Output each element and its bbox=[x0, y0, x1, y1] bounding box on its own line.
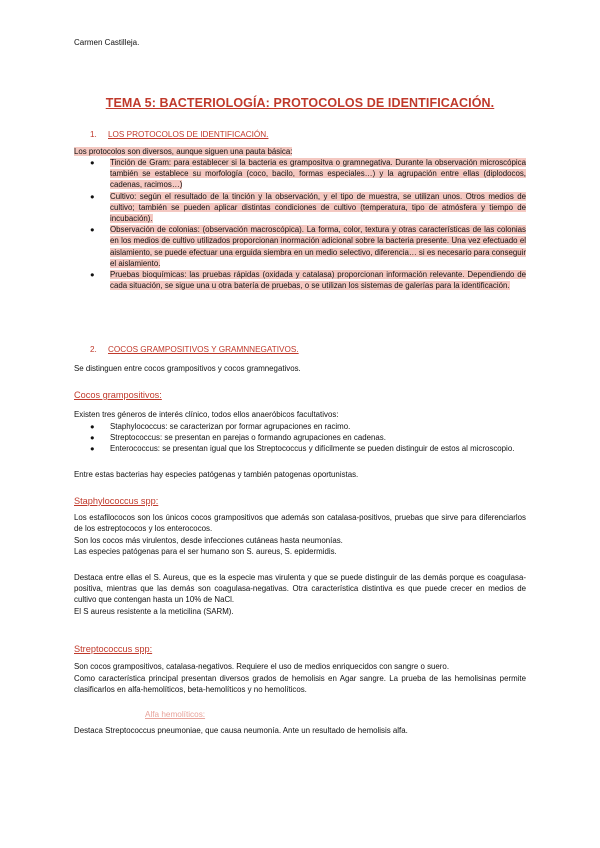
staph-paragraph-3: Las especies patógenas para el ser humano son S. aureus, S. epidermidis. bbox=[74, 547, 337, 556]
section-2-heading bbox=[90, 345, 299, 354]
staph-paragraph-4: Destaca entre ellas el S. Aureus, que es la especie mas virulenta y que se puede distinguir de las demás porque es coagulasa-positiva, mientras que las demás son coagulasa-negativas. Otra característica distintiva es que puede crecer en medios de cultivo que contengan hasta un 10% de NaCl. bbox=[74, 573, 526, 605]
section-1-title: LOS PROTOCOLOS DE IDENTIFICACIÓN. bbox=[108, 130, 269, 139]
list-item: ● Enterococcus: se presentan igual que los Streptococcus y difícilmente se pueden distinguir de estos al microscopio. bbox=[90, 444, 515, 454]
staph-paragraph-1: Los estafilococos son los únicos cocos grampositivos que además son catalasa-positivos, pruebas que sirve para diferenciarlos de los estreptococos y los enterococos. bbox=[74, 513, 526, 534]
cocos-intro: Existen tres géneros de interés clínico, todos ellos anaeróbicos facultativos: bbox=[74, 410, 339, 419]
staph-paragraph-2: Son los cocos más virulentos, desde infecciones cutáneas hasta neumonías. bbox=[74, 536, 343, 545]
bullet-icon: ● bbox=[90, 270, 95, 280]
cocos-note: Entre estas bacterias hay especies patógenas y también patogenas oportunistas. bbox=[74, 470, 359, 479]
list-item: ● Pruebas bioquímicas: las pruebas rápidas (oxidada y catalasa) proporcionan información relevante. Dependiendo de cada situación, se sigue una u otra batería de pruebas, o se utilizan los sistemas de galerías para la identificación. bbox=[90, 270, 526, 291]
bullet-icon: ● bbox=[90, 444, 95, 454]
streptococcus-heading: Streptococcus spp: bbox=[74, 644, 153, 654]
section-1-intro-text: Los protocolos son diversos, aunque siguen una pauta básica: bbox=[74, 147, 293, 156]
staphylococcus-heading: Staphylococcus spp: bbox=[74, 496, 159, 506]
alfa-hemoliticos-heading: Alfa hemolíticos: bbox=[145, 710, 206, 719]
list-item: ● Streptococcus: se presentan en parejas o formando agrupaciones en cadenas. bbox=[90, 433, 386, 443]
bullet-icon: ● bbox=[90, 158, 95, 167]
strep-paragraph-2: Como característica principal presentan diversos grados de hemolisis en Agar sangre. La prueba de las hemolisinas permite clasificarlos en alfa-hemolíticos, beta-hemolíticos y no hemolíticos. bbox=[74, 674, 526, 695]
alfa-paragraph-1: Destaca Streptococcus pneumoniae, que causa neumonía. Ante un resultado de hemolisis alfa. bbox=[74, 726, 408, 735]
list-item: ● Cultivo: según el resultado de la tinción y la observación, y el tipo de muestra, se utilizan unos. Otros medios de cultivo; también se pueden aplicar distintas condiciones de cultivo (temperatura, tipo de atmósfera y tiempo de incubación). bbox=[90, 191, 526, 224]
staph-paragraph-5: El S aureus resistente a la meticilina (SARM). bbox=[74, 607, 234, 616]
section-1-list bbox=[74, 157, 526, 291]
list-item: ● Observación de colonias: (observación macroscópica). La forma, color, textura y otras características de las colonias en los medios de cultivo utilizados proporcionan inormación adicional sobre la bacteria presente. Una vez efectuado el aislamiento, se puede efectuar una erguida siembra en un medio selectivo, diferencia… si es necesario para conseguir el aislamiento. bbox=[90, 225, 526, 268]
section-1-number: 1. bbox=[90, 130, 97, 139]
bullet-icon: ● bbox=[90, 422, 95, 431]
section-2-number: 2. bbox=[90, 345, 97, 354]
bullet-icon: ● bbox=[90, 225, 95, 235]
author-name: Carmen Castilleja. bbox=[74, 38, 140, 47]
bullet-icon: ● bbox=[90, 191, 95, 201]
bullet-icon: ● bbox=[90, 433, 95, 443]
section-2-title: COCOS GRAMPOSITIVOS Y GRAMNNEGATIVOS. bbox=[108, 345, 299, 354]
strep-paragraph-1: Son cocos grampositivos, catalasa-negativos. Requiere el uso de medios enriquecidos con sangre o suero. bbox=[74, 662, 450, 671]
section-1-heading bbox=[90, 130, 268, 139]
page-title: TEMA 5: BACTERIOLOGÍA: PROTOCOLOS DE IDENTIFICACIÓN. bbox=[105, 96, 495, 110]
section-2-intro: Se distinguen entre cocos grampositivos y cocos gramnegativos. bbox=[74, 364, 301, 373]
cocos-grampositivos-heading: Cocos grampositivos: bbox=[74, 390, 162, 400]
list-item: ● Staphylococcus: se caracterizan por formar agrupaciones en racimo. bbox=[90, 422, 351, 431]
section-1-intro bbox=[74, 146, 526, 157]
cocos-list bbox=[74, 421, 526, 455]
list-item: ● Tinción de Gram: para establecer si la bacteria es grampositva o gramnegativa. Durante la observación microscópica también se establece su morfología (coco, bacilo, formas especiales…) y la agrupación entre ellas (diplodocos, cadenas, racimos…) bbox=[90, 158, 526, 190]
